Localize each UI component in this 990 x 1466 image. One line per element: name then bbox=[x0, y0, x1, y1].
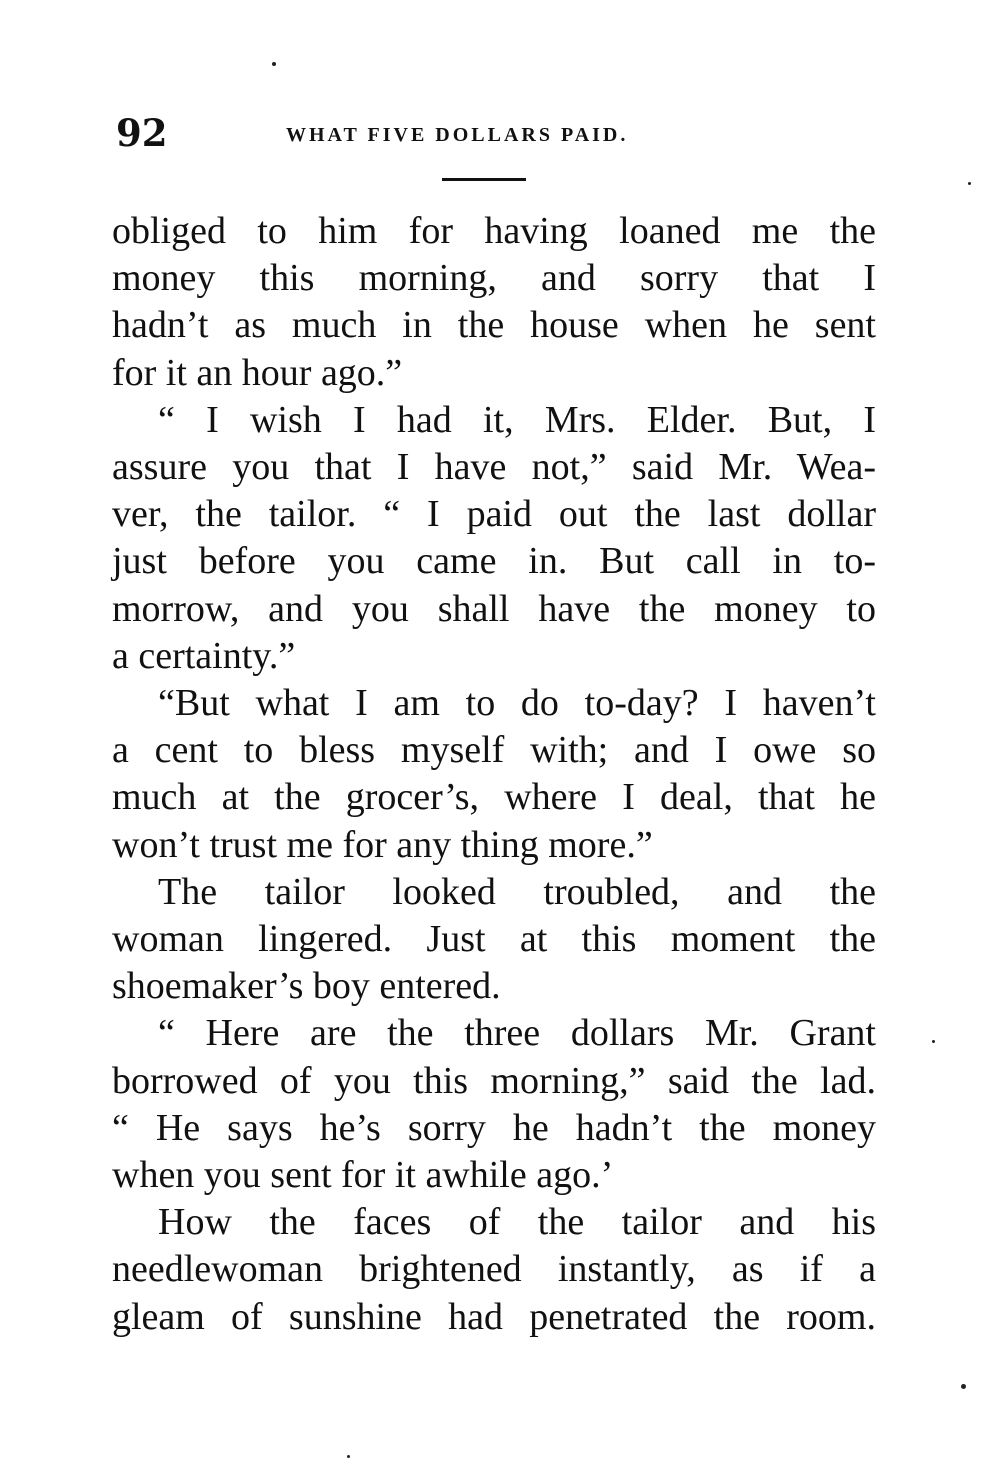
text-line: assure you that I have not,” said Mr. Wea- bbox=[112, 446, 876, 489]
text-line: much at the grocer’s, where I deal, that he bbox=[112, 776, 876, 819]
running-head: WHAT FIVE DOLLARS PAID. bbox=[286, 124, 629, 146]
page-number: 92 bbox=[116, 111, 168, 155]
text-line: a cent to bless myself with; and I owe so bbox=[112, 729, 876, 772]
paragraph bbox=[112, 869, 876, 1011]
scan-speck bbox=[968, 182, 971, 185]
paragraph bbox=[112, 680, 876, 869]
text-line: morrow, and you shall have the money to bbox=[112, 587, 876, 630]
header-rule bbox=[442, 178, 526, 181]
text-line: hadn’t as much in the house when he sent bbox=[112, 304, 876, 347]
text-line: a certainty.” bbox=[112, 634, 296, 677]
scan-speck bbox=[961, 1384, 966, 1389]
paragraph bbox=[112, 208, 876, 397]
text-line: won’t trust me for any thing more.” bbox=[112, 823, 653, 866]
scan-speck bbox=[932, 1040, 935, 1043]
text-line: money this morning, and sorry that I bbox=[112, 257, 876, 300]
paragraph bbox=[112, 1010, 876, 1199]
text-line: needlewoman brightened instantly, as if a bbox=[112, 1248, 876, 1291]
page-header bbox=[116, 108, 876, 158]
text-line: shoemaker’s boy entered. bbox=[112, 965, 501, 1008]
text-line: How the faces of the tailor and his bbox=[158, 1201, 876, 1244]
text-line: “But what I am to do to-day? I haven’t bbox=[158, 682, 876, 725]
text-line: just before you came in. But call in to- bbox=[112, 540, 876, 583]
paragraph bbox=[112, 397, 876, 680]
text-line: “ Here are the three dollars Mr. Grant bbox=[158, 1012, 876, 1055]
text-line: for it an hour ago.” bbox=[112, 351, 403, 394]
text-line: “ He says he’s sorry he hadn’t the money bbox=[112, 1106, 876, 1149]
paragraph bbox=[112, 1199, 876, 1341]
text-line: “ I wish I had it, Mrs. Elder. But, I bbox=[158, 398, 876, 441]
scan-speck bbox=[272, 62, 276, 66]
text-line: ver, the tailor. “ I paid out the last dollar bbox=[112, 493, 876, 536]
body-text bbox=[112, 208, 876, 1341]
scan-speck bbox=[347, 1455, 350, 1458]
text-line: borrowed of you this morning,” said the lad. bbox=[112, 1059, 876, 1102]
text-line: The tailor looked troubled, and the bbox=[158, 870, 876, 913]
text-line: gleam of sunshine had penetrated the room. bbox=[112, 1295, 876, 1338]
text-line: woman lingered. Just at this moment the bbox=[112, 918, 876, 961]
text-line: when you sent for it awhile ago.’ bbox=[112, 1154, 614, 1197]
text-line: obliged to him for having loaned me the bbox=[112, 210, 876, 252]
